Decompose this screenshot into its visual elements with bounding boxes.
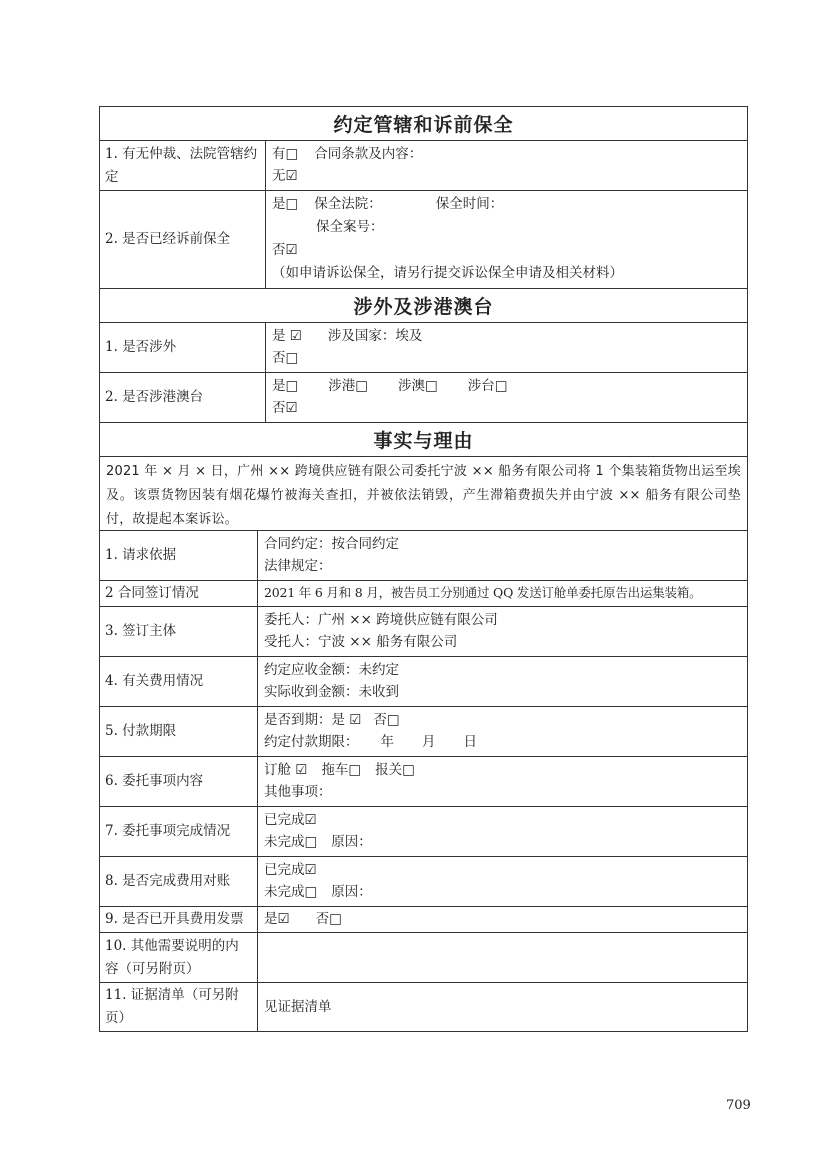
- checkbox-yes: 是☑: [264, 911, 290, 927]
- field-label-clause: 合同条款及内容：: [314, 146, 423, 162]
- checkbox-no: 否□: [315, 911, 342, 927]
- due-checkbox-yes: 是否到期：是 ☑: [264, 712, 362, 728]
- checkbox-no: 否☑: [272, 400, 298, 416]
- preservation-note: （如申请诉讼保全，请另行提交诉讼保全申请及相关材料）: [272, 265, 623, 281]
- row-label: 2. 是否已经诉前保全: [100, 191, 266, 288]
- checkbox-yes: 是□: [272, 378, 299, 394]
- checkbox-no: 否☑: [272, 242, 298, 258]
- row-value: 见证据清单: [264, 999, 332, 1015]
- row-value: [258, 607, 747, 656]
- month-label: 月: [422, 734, 436, 750]
- checkbox-customs: 报关□: [375, 762, 415, 778]
- row-label: 5. 付款期限: [100, 707, 258, 756]
- section-title-foreign: 涉外及涉港澳台: [100, 288, 747, 322]
- field-label-court: 保全法院：: [314, 196, 382, 212]
- row-value: [258, 657, 747, 706]
- row-value: [258, 933, 747, 982]
- checkbox-yes: 是 ☑: [272, 328, 302, 344]
- row-value: [258, 531, 747, 580]
- value-line: 实际收到金额：未收到: [264, 684, 399, 700]
- checkbox-not-completed: 未完成□: [264, 834, 318, 850]
- checkbox-no: 否□: [272, 350, 299, 366]
- row-value: [258, 907, 747, 932]
- row-value: [258, 807, 747, 856]
- section-title-facts: 事实与理由: [100, 422, 747, 456]
- checkbox-completed: 已完成☑: [264, 862, 317, 878]
- row-value: [266, 323, 747, 372]
- value-line: 法律规定：: [264, 558, 332, 574]
- checkbox-yes: 有□: [272, 146, 299, 162]
- checkbox-taiwan: 涉台□: [467, 378, 508, 394]
- row-completion-status: [100, 806, 747, 856]
- row-value: [258, 581, 747, 606]
- row-label: 7. 委托事项完成情况: [100, 807, 258, 856]
- checkbox-hk: 涉港□: [328, 378, 369, 394]
- field-country: 涉及国家：埃及: [327, 328, 423, 344]
- row-foreign-related: [100, 322, 747, 372]
- row-label: 6. 委托事项内容: [100, 757, 258, 806]
- row-other-notes: [100, 932, 747, 982]
- row-label: 1. 是否涉外: [100, 323, 266, 372]
- value-line: 委托人：广州 ×× 跨境供应链有限公司: [264, 612, 498, 628]
- facts-paragraph: 2021 年 × 月 × 日，广州 ×× 跨境供应链有限公司委托宁波 ×× 船务有限公司将 1 个集装箱货物出运至埃及。该票货物因装有烟花爆竹被海关查扣，并被依法销毁，产生滞箱费损失并由宁波 ×× 船务有限公司垫付，故提起本案诉讼。: [106, 464, 741, 527]
- due-checkbox-no: 否□: [373, 712, 400, 728]
- checkbox-macau: 涉澳□: [398, 378, 438, 394]
- row-label: 11. 证据清单（可另附页）: [100, 983, 258, 1031]
- field-label-time: 保全时间：: [435, 196, 504, 212]
- checkbox-not-completed: 未完成□: [264, 884, 318, 900]
- row-label: 8. 是否完成费用对账: [100, 857, 258, 906]
- row-value: [266, 141, 747, 190]
- row-value: [258, 757, 747, 806]
- field-label-term: 约定付款期限：: [264, 734, 359, 750]
- row-label: 3. 签订主体: [100, 607, 258, 656]
- row-contract-signing: [100, 580, 747, 606]
- row-value: [258, 707, 747, 756]
- value-line: 受托人：宁波 ×× 船务有限公司: [264, 634, 458, 650]
- row-label: 1. 请求依据: [100, 531, 258, 580]
- row-hk-macau-taiwan: [100, 372, 747, 422]
- row-pre-litigation-preservation: [100, 190, 747, 288]
- page-number: 709: [726, 1098, 751, 1113]
- field-label-reason: 原因：: [331, 834, 372, 850]
- row-entrusted-matters: [100, 756, 747, 806]
- row-fee-reconciliation: [100, 856, 747, 906]
- row-label: 9. 是否已开具费用发票: [100, 907, 258, 932]
- checkbox-completed: 已完成☑: [264, 812, 317, 828]
- value-line: 约定应收金额：未约定: [264, 662, 399, 678]
- row-claim-basis: [100, 530, 747, 580]
- checkbox-yes: 是□: [272, 196, 299, 212]
- row-signing-parties: [100, 606, 747, 656]
- row-facts-text: [100, 456, 747, 530]
- day-label: 日: [463, 734, 477, 750]
- row-label: 10. 其他需要说明的内容（可另附页）: [100, 933, 258, 982]
- field-label-case-number: 保全案号：: [316, 219, 384, 235]
- value-line: 合同约定：按合同约定: [264, 536, 399, 552]
- checkbox-no: 无☑: [272, 168, 298, 184]
- checkbox-booking: 订舱 ☑: [264, 762, 308, 778]
- row-value: [266, 373, 747, 422]
- row-invoice-issued: [100, 906, 747, 932]
- complaint-form-table: [99, 106, 748, 1032]
- row-label: 2. 是否涉港澳台: [100, 373, 266, 422]
- row-label: 1. 有无仲裁、法院管辖约定: [100, 141, 266, 190]
- row-label: 4. 有关费用情况: [100, 657, 258, 706]
- row-label: 2 合同签订情况: [100, 581, 258, 606]
- row-fee-situation: [100, 656, 747, 706]
- row-value: [258, 857, 747, 906]
- value-line: 2021 年 6 月和 8 月，被告员工分别通过 QQ 发送订舱单委托原告出运集装箱。: [264, 585, 702, 600]
- field-label-reason: 原因：: [331, 884, 372, 900]
- value-line: 其他事项：: [264, 784, 332, 800]
- row-value: [266, 191, 747, 288]
- checkbox-trailer: 拖车□: [321, 762, 362, 778]
- row-evidence-list: [100, 982, 747, 1031]
- year-label: 年: [380, 734, 394, 750]
- row-arbitration-jurisdiction: [100, 140, 747, 190]
- row-payment-term: [100, 706, 747, 756]
- section-title-jurisdiction: 约定管辖和诉前保全: [333, 114, 514, 136]
